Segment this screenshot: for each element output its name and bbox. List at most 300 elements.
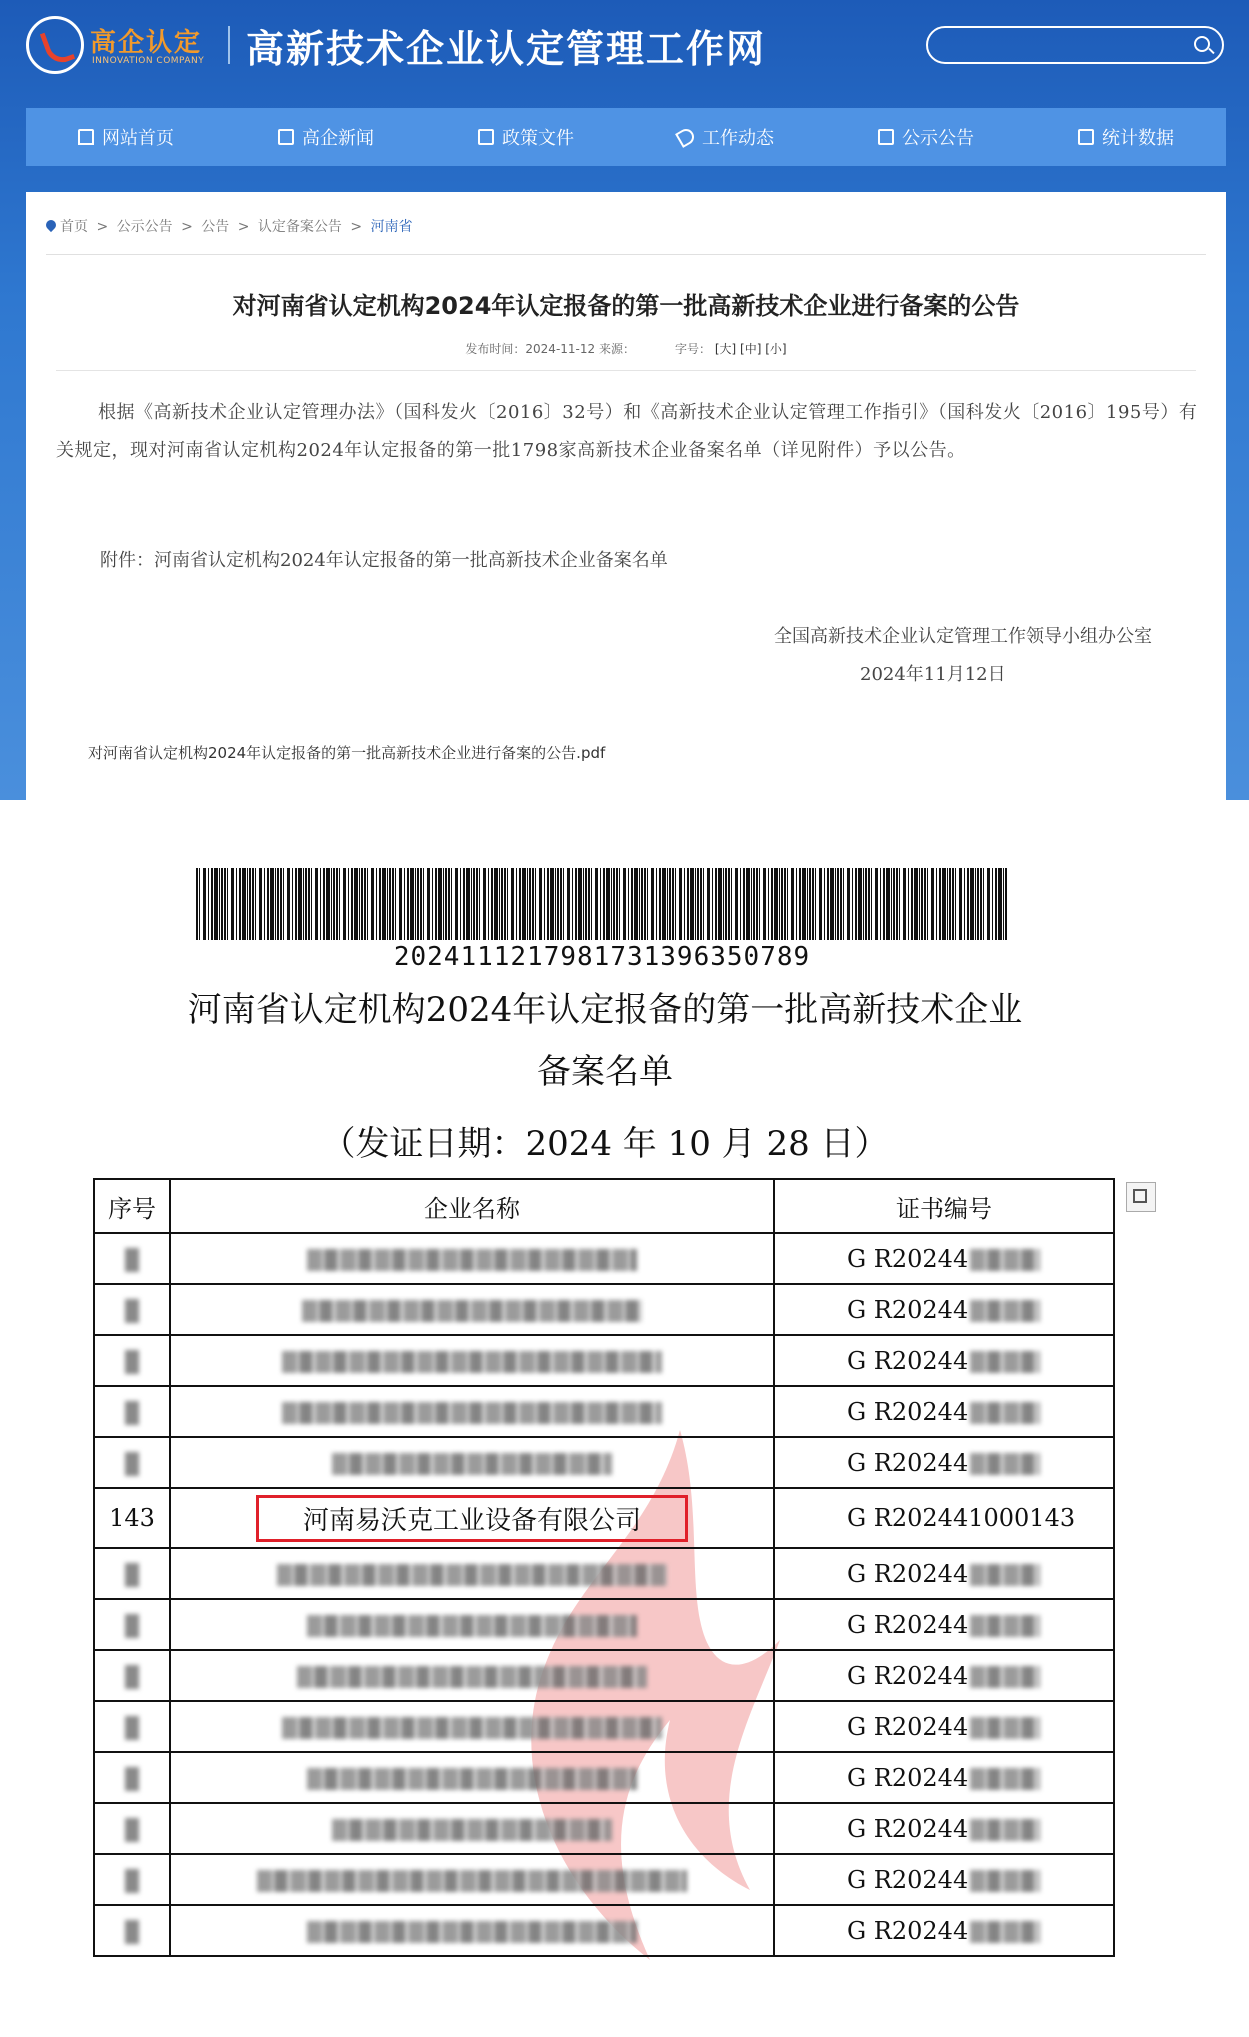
barcode-bar [819, 868, 822, 940]
row-company-redacted [170, 1386, 774, 1437]
barcode-bar [333, 868, 335, 940]
barcode-bar [651, 868, 654, 940]
barcode-bar [595, 868, 598, 940]
table-row [94, 1599, 1114, 1650]
breadcrumb-separator: > [96, 219, 109, 235]
barcode-bar [771, 868, 773, 940]
barcode-bar [731, 868, 732, 940]
breadcrumb [46, 216, 417, 236]
barcode-bar [939, 868, 941, 940]
barcode-bar [343, 868, 346, 940]
barcode-bar [659, 868, 661, 940]
barcode-bar [947, 868, 948, 940]
barcode-bar [252, 868, 254, 940]
header-divider [228, 26, 230, 64]
barcode-bar [326, 868, 330, 940]
barcode-bar [511, 868, 514, 940]
cert-prefix: G R20244 [847, 1346, 969, 1375]
barcode-bar [868, 868, 870, 940]
barcode-bar [812, 868, 814, 940]
document-title: 河南省认定机构2024年认定报备的第一批高新技术企业 [187, 990, 1023, 1030]
row-company-redacted [170, 1233, 774, 1284]
row-index-redacted [94, 1548, 170, 1599]
barcode-bar [311, 868, 312, 940]
row-cert [774, 1284, 1114, 1335]
barcode-bar [644, 868, 646, 940]
row-company-redacted [170, 1752, 774, 1803]
row-cert [774, 1803, 1114, 1854]
breadcrumb-separator: > [181, 219, 193, 235]
barcode-bar [924, 868, 926, 940]
barcode-bar [264, 868, 265, 940]
barcode-bar [975, 868, 976, 940]
barcode-bar [936, 868, 937, 940]
barcode-bar [550, 868, 554, 940]
cert-prefix: G R20244 [847, 1712, 969, 1741]
barcode-bar [501, 868, 503, 940]
barcode-bar [494, 868, 498, 940]
home-icon [78, 129, 94, 145]
barcode-bar [555, 868, 556, 940]
row-cert [774, 1905, 1114, 1956]
cert-prefix: G R20244 [847, 1610, 969, 1639]
barcode-bar [784, 868, 786, 940]
barcode-bar [865, 868, 867, 940]
nav-item-stats[interactable] [1026, 108, 1226, 166]
barcode-bar [287, 868, 290, 940]
barcode-bar [507, 868, 508, 940]
barcode-bar [871, 868, 872, 940]
search-icon[interactable] [1194, 36, 1210, 52]
nav-item-work[interactable] [626, 108, 826, 166]
search-input[interactable] [946, 34, 1180, 58]
barcode-bar [903, 868, 906, 940]
barcode-bar [547, 868, 549, 940]
breadcrumb-notices[interactable]: 公示公告 [116, 219, 173, 235]
table-row [94, 1437, 1114, 1488]
barcode-bar [858, 868, 862, 940]
barcode-bar [855, 868, 857, 940]
logo-mark-icon [26, 16, 84, 74]
cert-number: G R202441000143 [847, 1504, 1076, 1532]
barcode-bar [799, 868, 801, 940]
row-cert [774, 1548, 1114, 1599]
row-company-redacted [170, 1803, 774, 1854]
row-index-redacted [94, 1803, 170, 1854]
barcode-bar [746, 868, 750, 940]
barcode-bar [893, 868, 895, 940]
filing-table [93, 1178, 1115, 1957]
barcode-bar [669, 868, 671, 940]
row-index-redacted [94, 1233, 170, 1284]
barcode-bar [399, 868, 402, 940]
barcode-bar [955, 868, 956, 940]
table-body [94, 1233, 1114, 1956]
row-cert [774, 1599, 1114, 1650]
column-header-index: 序号 [94, 1179, 170, 1233]
barcode-bar [952, 868, 954, 940]
barcode-bar [886, 868, 890, 940]
barcode-bar [697, 868, 699, 940]
barcode-bar [852, 868, 853, 940]
barcode-bar [919, 868, 920, 940]
barcode-bar [781, 868, 783, 940]
barcode-bar [899, 868, 900, 940]
barcode-bar [756, 868, 758, 940]
barcode-bar [404, 868, 405, 940]
barcode-bar [921, 868, 923, 940]
article-title: 对河南省认定机构2024年认定报备的第一批高新技术企业进行备案的公告 [232, 292, 1020, 320]
barcode-bar [647, 868, 648, 940]
table-row [94, 1650, 1114, 1701]
barcode-bar [995, 868, 997, 940]
barcode-bar [600, 868, 601, 940]
barcode-bar [522, 868, 526, 940]
barcode-bar [768, 868, 769, 940]
barcode-bar [560, 868, 562, 940]
row-company-redacted [170, 1650, 774, 1701]
barcode-bar [532, 868, 534, 940]
attachment-text: 附件：河南省认定机构2024年认定报备的第一批高新技术企业备案名单 [100, 550, 668, 571]
logo-subtext: INNOVATION COMPANY [92, 56, 205, 66]
barcode-bar [690, 868, 694, 940]
row-cert [774, 1752, 1114, 1803]
font-size-small-button[interactable]: [小] [765, 342, 787, 356]
highlighted-company-name: 河南易沃克工业设备有限公司 [256, 1495, 688, 1542]
row-index-redacted [94, 1599, 170, 1650]
breadcrumb-henan[interactable]: 河南省 [370, 219, 413, 235]
barcode-bar [725, 868, 727, 940]
barcode-bar [835, 868, 836, 940]
barcode-bar [964, 868, 965, 940]
barcode-bar [753, 868, 755, 940]
barcode-bar [718, 868, 722, 940]
barcode-bar [359, 868, 360, 940]
barcode-bar [277, 868, 279, 940]
barcode-bar [527, 868, 528, 940]
issue-date: （发证日期：2024 年 10 月 28 日） [321, 1124, 889, 1164]
barcode-bar [931, 868, 934, 940]
barcode-bar [557, 868, 559, 940]
barcode-bar [875, 868, 878, 940]
barcode-bar [791, 868, 794, 940]
barcode-bar [544, 868, 545, 940]
barcode-bar [606, 868, 610, 940]
publish-date: 发布时间：2024-11-12 来源： [465, 342, 635, 356]
barcode-bar [883, 868, 885, 940]
row-company-redacted [170, 1854, 774, 1905]
barcode-bar [236, 868, 237, 940]
barcode-bar [827, 868, 829, 940]
row-company-redacted [170, 1599, 774, 1650]
row-index-redacted [94, 1701, 170, 1752]
barcode-bar [249, 868, 251, 940]
barcode-bar [942, 868, 946, 940]
barcode-bar [740, 868, 741, 940]
barcode-bar [292, 868, 293, 940]
nav-label: 公示公告 [902, 128, 974, 149]
barcode-bar [684, 868, 685, 940]
barcode-bar [603, 868, 605, 940]
cert-prefix: G R20244 [847, 1814, 969, 1843]
barcode-bar [280, 868, 282, 940]
barcode-bar [354, 868, 358, 940]
barcode-bar [712, 868, 713, 940]
barcode-bar [715, 868, 717, 940]
breadcrumb-filing[interactable]: 认定备案公告 [257, 219, 342, 235]
barcode-bar [203, 868, 206, 940]
row-company-redacted [170, 1437, 774, 1488]
table-row [94, 1548, 1114, 1599]
row-company-redacted [170, 1701, 774, 1752]
font-size-large-button[interactable]: [大] [714, 342, 737, 356]
barcode-icon [196, 868, 1008, 940]
barcode-bar [1003, 868, 1004, 940]
barcode-bar [980, 868, 982, 940]
barcode-bar [583, 868, 584, 940]
barcode-bar [331, 868, 332, 940]
barcode-bar [445, 868, 447, 940]
barcode-bar [567, 868, 570, 940]
barcode-bar [662, 868, 666, 940]
expand-image-icon[interactable] [1126, 1182, 1156, 1212]
barcode-bar [432, 868, 433, 940]
pdf-attachment-link[interactable]: 对河南省认定机构2024年认定报备的第一批高新技术企业进行备案的公告.pdf [88, 744, 606, 762]
barcode-bar [891, 868, 892, 940]
barcode-bar [315, 868, 318, 940]
barcode-bar [959, 868, 962, 940]
table-row-highlighted [94, 1488, 1114, 1548]
barcode-bar [463, 868, 465, 940]
barcode-bar [815, 868, 816, 940]
table-row [94, 1386, 1114, 1437]
barcode-bar [516, 868, 517, 940]
barcode-bar [231, 868, 234, 940]
barcode-bar [535, 868, 536, 940]
row-company-name [170, 1488, 774, 1548]
barcode-bar [998, 868, 1002, 940]
barcode-bar [539, 868, 542, 940]
font-size-medium-button[interactable]: [中] [740, 342, 762, 356]
row-cert [774, 1233, 1114, 1284]
site-logo[interactable] [26, 14, 216, 76]
barcode-bar [392, 868, 394, 940]
nav-item-home[interactable] [26, 108, 226, 166]
barcode-bar [914, 868, 918, 940]
barcode-bar [488, 868, 489, 940]
barcode-bar [361, 868, 363, 940]
barcode-bar [840, 868, 842, 940]
barcode-bar [371, 868, 374, 940]
barcode-bar [787, 868, 788, 940]
row-company-redacted [170, 1335, 774, 1386]
barcode-bar [420, 868, 422, 940]
barcode-bar [880, 868, 881, 940]
barcode-bar [759, 868, 760, 940]
cert-prefix: G R20244 [847, 1397, 969, 1426]
barcode-bar [631, 868, 633, 940]
signature-org: 全国高新技术企业认定管理工作领导小组办公室 [774, 626, 1152, 647]
barcode-bar [519, 868, 521, 940]
barcode-bar [572, 868, 573, 940]
divider [46, 254, 1206, 255]
article-card [26, 192, 1226, 800]
nav-label: 工作动态 [702, 128, 774, 149]
cert-prefix: G R20244 [847, 1916, 969, 1945]
row-index-redacted [94, 1650, 170, 1701]
barcode-bar [379, 868, 381, 940]
barcode-bar [351, 868, 353, 940]
barcode-bar [298, 868, 302, 940]
table-row [94, 1905, 1114, 1956]
barcode-bar [807, 868, 808, 940]
barcode-bar [275, 868, 276, 940]
barcode-bar [348, 868, 349, 940]
barcode-bar [743, 868, 745, 940]
barcode-bar [824, 868, 825, 940]
breadcrumb-separator: > [237, 219, 250, 235]
row-company-redacted [170, 1905, 774, 1956]
barcode-bar [367, 868, 368, 940]
barcode-bar [211, 868, 213, 940]
row-cert [774, 1335, 1114, 1386]
barcode-bar [479, 868, 480, 940]
row-index: 143 [94, 1488, 170, 1548]
barcode-bar [588, 868, 590, 940]
barcode-bar [639, 868, 640, 940]
document-subtitle: 备案名单 [537, 1052, 673, 1092]
barcode-bar [634, 868, 638, 940]
barcode-bar [221, 868, 223, 940]
document-icon [478, 129, 494, 145]
search-box[interactable] [926, 26, 1224, 64]
barcode-bar [407, 868, 409, 940]
barcode-bar [303, 868, 304, 940]
divider [56, 370, 1196, 371]
barcode-bar [591, 868, 592, 940]
barcode-bar [908, 868, 909, 940]
barcode-bar [763, 868, 766, 940]
barcode-bar [448, 868, 450, 940]
table-row [94, 1335, 1114, 1386]
barcode-bar [443, 868, 444, 940]
barcode-bar [728, 868, 730, 940]
barcode-bar [473, 868, 475, 940]
barcode-bar [376, 868, 377, 940]
barcode-bar [283, 868, 284, 940]
barcode-bar [672, 868, 674, 940]
barcode-bar [641, 868, 643, 940]
barcode-bar [970, 868, 974, 940]
barcode-bar [656, 868, 657, 940]
barcode-bar [382, 868, 386, 940]
barcode-bar [578, 868, 582, 940]
font-size-label: 字号： [674, 342, 711, 356]
signature-date: 2024年11月12日 [860, 664, 1006, 685]
barcode-bar [199, 868, 200, 940]
barcode-bar [927, 868, 928, 940]
barcode-bar [616, 868, 618, 940]
barcode-bar [779, 868, 780, 940]
barcode-bar [387, 868, 388, 940]
barcode-bar [847, 868, 850, 940]
barcode-bar [687, 868, 689, 940]
barcode-bar [809, 868, 811, 940]
table-row [94, 1284, 1114, 1335]
barcode-number: 2024111217981731396350789 [393, 942, 811, 972]
row-cert [774, 1854, 1114, 1905]
row-company-redacted [170, 1284, 774, 1335]
document-image [0, 800, 1249, 2037]
cert-prefix: G R20244 [847, 1763, 969, 1792]
barcode-bar [460, 868, 461, 940]
barcode-bar [628, 868, 629, 940]
barcode-bar [723, 868, 724, 940]
column-header-cert: 证书编号 [774, 1179, 1114, 1233]
barcode-bar [389, 868, 391, 940]
barcode-bar [224, 868, 226, 940]
nav-label: 统计数据 [1102, 128, 1174, 149]
barcode-bar [364, 868, 366, 940]
column-header-name: 企业名称 [170, 1179, 774, 1233]
nav-item-notice[interactable] [826, 108, 1026, 166]
barcode-bar [239, 868, 241, 940]
row-cert [774, 1701, 1114, 1752]
barcode-bar [575, 868, 577, 940]
barcode-bar [830, 868, 834, 940]
barcode-bar [471, 868, 472, 940]
barcode-bar [977, 868, 979, 940]
notice-icon [878, 129, 894, 145]
barcode-bar [451, 868, 452, 940]
chart-icon [1078, 129, 1094, 145]
barcode-bar [214, 868, 218, 940]
barcode-bar [499, 868, 500, 940]
nav-label: 网站首页 [102, 128, 174, 149]
location-pin-icon [44, 218, 58, 232]
row-index-redacted [94, 1335, 170, 1386]
barcode-bar [491, 868, 493, 940]
barcode-bar [529, 868, 531, 940]
cert-prefix: G R20244 [847, 1448, 969, 1477]
barcode-bar [987, 868, 990, 940]
row-cert [774, 1386, 1114, 1437]
row-index-redacted [94, 1854, 170, 1905]
barcode-bar [270, 868, 274, 940]
barcode-bar [667, 868, 668, 940]
barcode-bar [423, 868, 424, 940]
barcode-bar [703, 868, 704, 940]
barcode-bar [255, 868, 256, 940]
cert-prefix: G R20244 [847, 1865, 969, 1894]
barcode-bar [735, 868, 738, 940]
row-company-redacted [170, 1548, 774, 1599]
barcode-bar [219, 868, 220, 940]
barcode-bar [208, 868, 209, 940]
breadcrumb-separator: > [350, 219, 363, 235]
barcode-bar [227, 868, 228, 940]
breadcrumb-home[interactable]: 首页 [60, 219, 88, 235]
nav-item-news[interactable] [226, 108, 426, 166]
barcode-bar [427, 868, 430, 940]
main-nav [26, 108, 1226, 166]
breadcrumb-announcement[interactable]: 公告 [201, 219, 230, 235]
barcode-bar [585, 868, 587, 940]
nav-item-policy[interactable] [426, 108, 626, 166]
barcode-bar [259, 868, 262, 940]
barcode-bar [967, 868, 969, 940]
barcode-bar [707, 868, 710, 940]
